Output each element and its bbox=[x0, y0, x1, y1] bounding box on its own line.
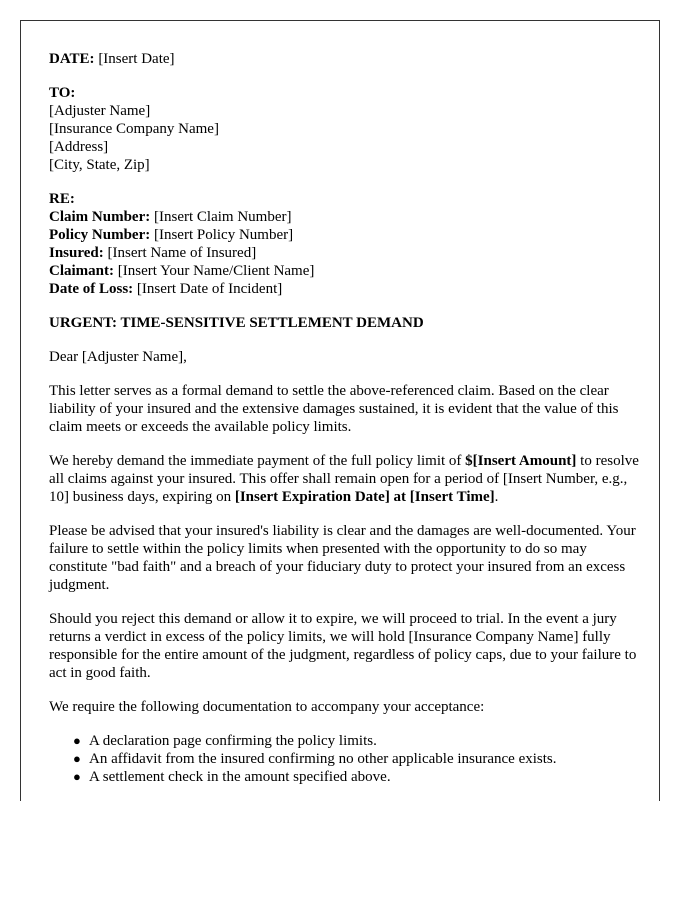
policy-number-line bbox=[49, 226, 659, 244]
list-item-text: An affidavit from the insured confirming no other applicable insurance exists. bbox=[89, 751, 557, 767]
date-of-loss-label: Date of Loss: bbox=[49, 281, 134, 297]
paragraph-trial: Should you reject this demand or allow it to expire, we will proceed to trial. In the event a jury returns a verdict in excess of the policy limits, we will hold [Insurance Company Name] fully responsible for the entire amount of the judgment, regardless of policy caps, due to your failure to act in good faith. bbox=[49, 611, 637, 681]
paragraph-bad-faith: Please be advised that your insured's liability is clear and the damages are well-documented. Your failure to settle within the policy limits when presented with the opportunity to do so may constitute "bad faith" and a breach of your fiduciary duty to protect your insured from an excess judgment. bbox=[49, 523, 636, 593]
claimant-label: Claimant: bbox=[49, 263, 114, 279]
list-item bbox=[73, 750, 659, 768]
claimant-value: [Insert Your Name/Client Name] bbox=[114, 263, 315, 279]
insured-line bbox=[49, 244, 659, 262]
claim-number-label: Claim Number: bbox=[49, 209, 151, 225]
bullet-icon: ● bbox=[73, 751, 81, 766]
letter-heading bbox=[49, 314, 659, 332]
date-line bbox=[49, 50, 659, 68]
list-item-text: A settlement check in the amount specified above. bbox=[89, 769, 391, 785]
payment-text-2: to resolve all claims against your insured. This offer shall remain open for a period of [Insert Number, e.g., 10] business days, expiring on bbox=[49, 453, 639, 505]
address: [Address] bbox=[49, 139, 109, 155]
claim-number-value: [Insert Claim Number] bbox=[150, 209, 292, 225]
letter-page bbox=[20, 20, 660, 801]
payment-text-3: . bbox=[494, 489, 499, 505]
to-label: TO: bbox=[49, 85, 76, 101]
date-of-loss-value: [Insert Date of Incident] bbox=[133, 281, 283, 297]
list-item bbox=[73, 768, 659, 786]
insured-label: Insured: bbox=[49, 245, 104, 261]
recipient-block bbox=[49, 84, 659, 174]
paragraph-demand-intro: This letter serves as a formal demand to settle the above-referenced claim. Based on the clear liability of your insured and the extensive damages sustained, it is evident that the value of this claim meets or exceeds the available policy limits. bbox=[49, 383, 619, 435]
salutation bbox=[49, 348, 659, 366]
date-value: [Insert Date] bbox=[94, 51, 175, 67]
list-item-text: A declaration page confirming the policy limits. bbox=[89, 733, 377, 749]
date-label: DATE: bbox=[49, 51, 95, 67]
policy-number-value: [Insert Policy Number] bbox=[150, 227, 294, 243]
claim-number-line bbox=[49, 208, 659, 226]
expiration-date: [Insert Expiration Date] at [Insert Time] bbox=[234, 489, 495, 505]
claimant-line bbox=[49, 262, 659, 280]
documentation-list bbox=[49, 732, 659, 786]
demand-amount: $[Insert Amount] bbox=[465, 453, 577, 469]
reference-block bbox=[49, 190, 659, 298]
adjuster-name: [Adjuster Name] bbox=[49, 103, 151, 119]
insurance-company-name: [Insurance Company Name] bbox=[49, 121, 219, 137]
date-of-loss-line bbox=[49, 280, 659, 298]
list-item bbox=[73, 732, 659, 750]
urgent-heading: URGENT: TIME-SENSITIVE SETTLEMENT DEMAND bbox=[49, 315, 424, 331]
salutation-text: Dear [Adjuster Name], bbox=[49, 349, 187, 365]
city-state-zip: [City, State, Zip] bbox=[49, 157, 150, 173]
bullet-icon: ● bbox=[73, 733, 81, 748]
payment-text-1: We hereby demand the immediate payment of the full policy limit of bbox=[49, 453, 466, 469]
re-label: RE: bbox=[49, 191, 75, 207]
insured-value: [Insert Name of Insured] bbox=[103, 245, 257, 261]
paragraph-documentation: We require the following documentation to accompany your acceptance: bbox=[49, 699, 485, 715]
bullet-icon: ● bbox=[73, 769, 81, 784]
paragraph-payment-demand bbox=[49, 452, 639, 506]
policy-number-label: Policy Number: bbox=[49, 227, 151, 243]
